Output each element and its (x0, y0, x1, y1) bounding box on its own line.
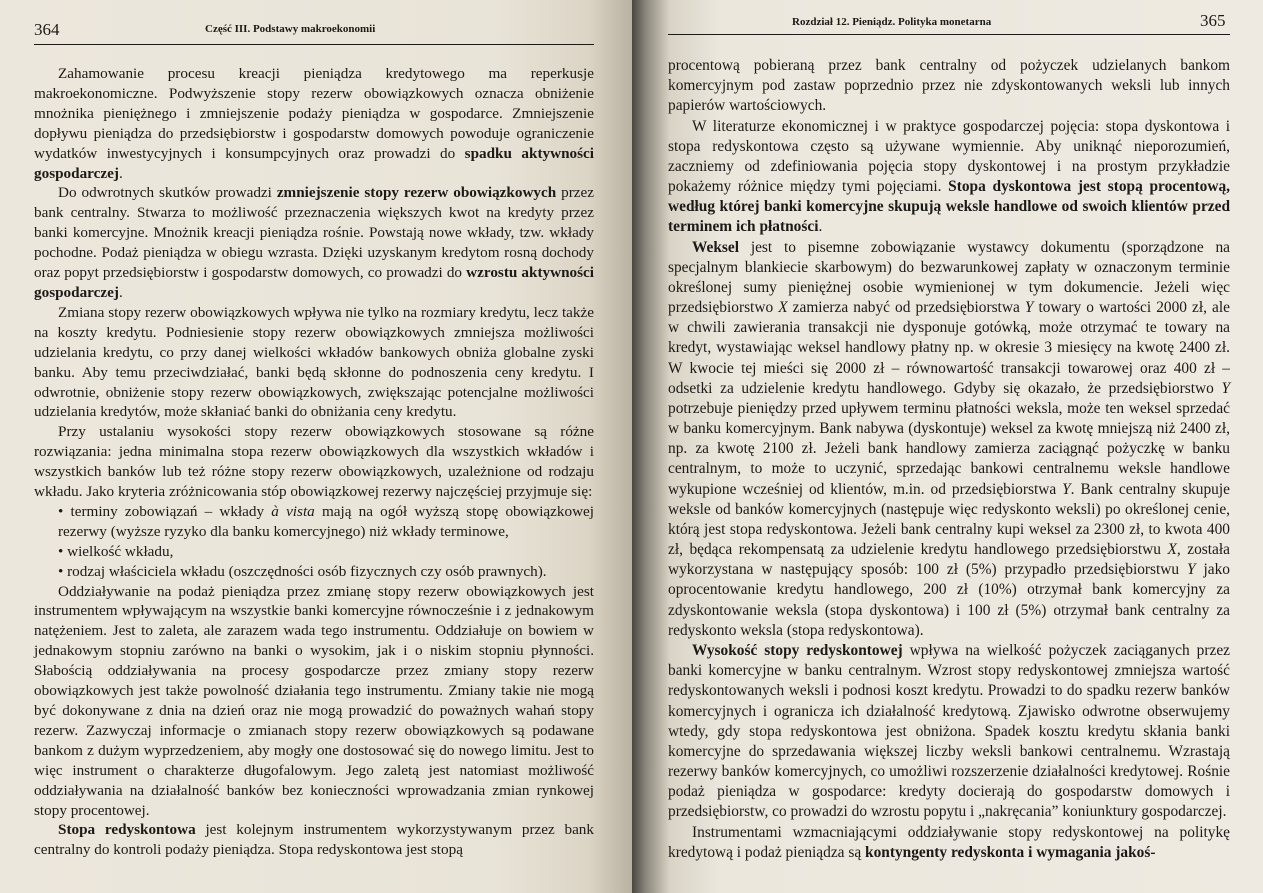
paragraph (668, 641, 1230, 823)
paragraph (668, 56, 1230, 117)
paragraph (34, 820, 594, 860)
bold-term: Stopa redyskontowa (58, 821, 196, 839)
bullet-item (34, 562, 594, 582)
header-rule (668, 34, 1230, 35)
page-body-text (668, 56, 1230, 863)
italic-term: X (778, 299, 788, 317)
bold-term: Wysokość stopy redyskontowej (692, 641, 903, 659)
text-run: wpływa na wielkość pożyczek zaciąganych przez banki komercyjne w banku centralnym. Wzrost stopy redyskontowej zmniejsza wartość redyskontowanych weksli i podnosi koszt kredytu. Prowadzi to do spadku rezerw banków komercyjnych i ogranicza ich działalność kredytową. Zjawisko odwrotne obserwujemy wtedy, gdy stopa redyskontowa jest obniżona. Spadek kosztu kredytu skłania banki komercyjne do sprzedawania większej liczby weksli bankowi centralnemu. Wzrastają rezerwy banków komercyjnych, co umożliwi rozszerzenie działalności kredytowej. Rośnie podaż pieniądza w gospodarce: kredyty docierają do gospodarstw domowych i przedsiębiorstw, co prowadzi do wzrostu popytu i „nakręcania” koniunktury gospodarczej. (668, 641, 1230, 821)
paragraph (34, 303, 594, 422)
text-run: Do odwrotnych skutków prowadzi (58, 184, 277, 202)
running-header: Część III. Podstawy makroekonomii (205, 23, 376, 35)
text-run: Przy ustalaniu wysokości stopy rezerw obowiązkowych stosowane są różne rozwiązania: jedna minimalna stopa rezerw obowiązkowych dla wszystkich wkładów i wszystkich banków lub też różne stopy rezerw obowiązkowych, uzależnione od rodzaju wkładu. Jako kryteria zróżnicowania stóp obowiązkowej rezerwy najczęściej przyjmuje się: (34, 423, 594, 501)
paragraph (668, 117, 1230, 238)
text-run: • rodzaj właściciela wkładu (oszczędności osób fizycznych czy osób prawnych). (58, 562, 547, 580)
text-run: Oddziaływanie na podaż pieniądza przez zmianę stopy rezerw obowiązkowych jest instrumentem wpływającym na wszystkie banki komercyjne równocześnie i z jednakowym natężeniem. Jest to zaleta, ale zarazem wada tego instrumentu. Oddziałuje on bowiem w jednakowym stopniu zarówno na banki o wysokim, jak i o niskim stopniu płynności. Słabością oddziaływania na procesy gospodarcze przez zmiany stopy rezerw obowiązkowych jest także powolność działania tego instrumentu. Zmiany takie nie mogą być dokonywane z dnia na dzień oraz nie mogą prowadzić do poważnych wahań stopy rezerw. Zazwyczaj informacje o zmianach stopy rezerw obowiązkowych są podawane bankom z dużym wyprzedzeniem, aby mogły one dostosować się do nowego limitu. Jest to więc instrument o charakterze długofalowym. Jego zaletą jest natomiast możliwość oddziaływania na działalność banków bez konieczności wprowadzania zmian rynkowej stopy procentowej. (34, 582, 594, 819)
header-rule (34, 44, 594, 45)
page-body-text (34, 64, 594, 860)
text-run: . (818, 218, 823, 236)
text-run: • terminy zobowiązań – wkłady (58, 502, 272, 520)
text-run: , została wykorzystana w następujący sposób: 100 zł (5%) przypadło przedsiębiorstwu (668, 541, 1230, 579)
paragraph (34, 422, 594, 502)
bold-term: spadku aktywności gospodarczej (34, 144, 594, 182)
text-run: jako oprocentowanie kredytu handlowego, 200 zł (10%) otrzymał bank komercyjny za zdyskontowanie weksla (stopa dyskontowa) i 100 zł (5%) otrzymał bank centralny za redyskonto weksla (stopa redyskontowa). (668, 561, 1230, 639)
text-run: Zmiana stopy rezerw obowiązkowych wpływa nie tylko na rozmiary kredytu, lecz także na koszty kredytu. Podniesienie stopy rezerw obowiązkowych zmniejsza możliwości udzielania kredytu, co przy danej wielkości wkładów bankowych obniża globalne zyski banku. Aby temu przeciwdziałać, banki będą skłonne do podnoszenia ceny kredytu. I odwrotnie, obniżenie stopy rezerw obowiązkowych, zwiększając potencjalne możliwości udzielania kredytów, może skłaniać banki do obniżania ceny kredytu. (34, 303, 594, 421)
running-header: Rozdział 12. Pieniądz. Polityka monetarna (792, 16, 992, 28)
right-page (632, 0, 1263, 893)
paragraph (34, 582, 594, 821)
italic-term: X (1167, 541, 1177, 559)
text-run: zamierza nabyć od przedsiębiorstwa (787, 299, 1025, 317)
bold-term: wzrostu aktywności gospodarczej (34, 264, 594, 301)
text-run: . Bank centralny skupuje weksle od banków komercyjnych (następuje więc redyskonto weksli) po określonej cenie, którą jest stopa redyskontowa. Jeżeli bank centralny kupi weksel za 2300 zł, to kwota 400 zł, będąca rekompensatą za udzielenie kredytu handlowego przedsiębiorstwu (668, 480, 1230, 559)
text-run: . (118, 164, 123, 182)
text-run: procentową pobieraną przez bank centralny od pożyczek udzielanych bankom komercyjnym pod zastaw poprzednio przez nie zdyskontowanych weksli lub innych papierów wartościowych. (668, 57, 1230, 115)
paragraph (668, 238, 1230, 641)
text-run: Instrumentami wzmacniającymi oddziaływanie stopy redyskontowej na politykę kredytową i podaż pieniądza są (668, 823, 1230, 861)
paragraph (34, 183, 594, 302)
italic-term: à vista (271, 502, 315, 520)
text-run: przez bank centralny. Stwarza to możliwość przeznaczenia większych kwot na kredyty przez banki komercyjne. Mnożnik kreacji pieniądza rośnie. Powstają nowe wkłady, tzw. wkłady pochodne. Podaż pieniądza w obiegu wzrasta. Dzięki uzyskanym kredytom rosną dochody oraz popyt przedsiębiorstw i gospodarstw domowych, co prowadzi do (34, 184, 595, 282)
italic-term: Y (1024, 299, 1034, 317)
bold-term: Weksel (692, 238, 740, 256)
bullet-item (34, 542, 594, 562)
text-run: potrzebuje pieniędzy przed upływem terminu płatności weksla, może ten weksel sprzedać w banku komercyjnym. Bank nabywa (dyskontuje) weksel za kwotę mniejszą niż 2400 zł, np. za kwotę 2100 zł. Jeżeli bank handlowy zamierza zaciągnąć pożyczkę w banku centralnym, to może to uczynić, sprzedając bankowi centralnemu weksle handlowe wykupione wcześniej od klientów, m.in. od przedsiębiorstwa (668, 399, 1230, 498)
text-run: mają na ogół wyższą stopę obowiązkowej rezerwy (wyższe ryzyko dla banku komercyjnego) niż wkłady terminowe, (58, 502, 595, 540)
text-run: towary o wartości 2000 zł, ale w chwili zawierania transakcji nie dysponuje gotówką, może otrzymać te towary na kredyt, wystawiając weksel handlowy płatny np. w okresie 3 miesięcy na kwotę 2400 zł. W kwocie tej mieści się 2000 zł – równowartość transakcji towarowej oraz 400 zł – odsetki za udzielenie kredytu handlowego. Gdyby się okazało, że przedsiębiorstwo (668, 299, 1230, 397)
text-run: jest kolejnym instrumentem wykorzystywanym przez bank centralny do kontroli podaży pieniądza. Stopa redyskontowa jest stopą (34, 821, 594, 859)
italic-term: Y (1187, 561, 1196, 579)
text-run: Zahamowanie procesu kreacji pieniądza kredytowego ma reperkusje makroekonomiczne. Podwyższenie stopy rezerw obowiązkowych oznacza obniżenie mnożnika pieniężnego i zmniejszenie podaży pieniądza w gospodarce. Zmniejszenie dopływu pieniądza do przedsiębiorstw i gospodarstw domowych powoduje ograniczenie wydatków inwestycyjnych i konsumpcyjnych oraz prowadzi do (34, 65, 594, 162)
italic-term: Y (1062, 480, 1071, 498)
bullet-item (34, 502, 594, 542)
page-number: 365 (1200, 11, 1226, 30)
bold-term: zmniejszenie stopy rezerw obowiązkowych (276, 184, 557, 202)
text-run: W literaturze ekonomicznej i w praktyce gospodarczej pojęcia: stopa dyskontowa i stopa redyskontowa często są używane wymiennie. Aby uniknąć nieporozumień, zaczniemy od zdefiniowania pojęcia stopy dyskontowej i na prostym przykładzie pokażemy różnice między tymi pojęciami. (668, 117, 1230, 196)
bold-term: Stopa dyskontowa jest stopą procentową, według której banki komercyjne skupują weksle handlowe od swoich klientów przed terminem ich płatności (668, 178, 1231, 236)
text-run: • wielkość wkładu, (58, 542, 174, 560)
page-number: 364 (34, 20, 60, 39)
paragraph (668, 823, 1230, 863)
italic-term: Y (1221, 379, 1230, 397)
text-run: . (118, 283, 123, 301)
text-run: jest to pisemne zobowiązanie wystawcy dokumentu (sporządzone na specjalnym blankiecie skarbowym) do bezwarunkowej zapłaty w oznaczonym terminie określonej sumy pieniężnej osobie wymienionej w tym dokumencie. Jeżeli więc przedsiębiorstwo (668, 238, 1230, 317)
paragraph (34, 64, 594, 183)
bold-term: kontyngenty redyskonta i wymagania jakoś- (865, 843, 1156, 861)
